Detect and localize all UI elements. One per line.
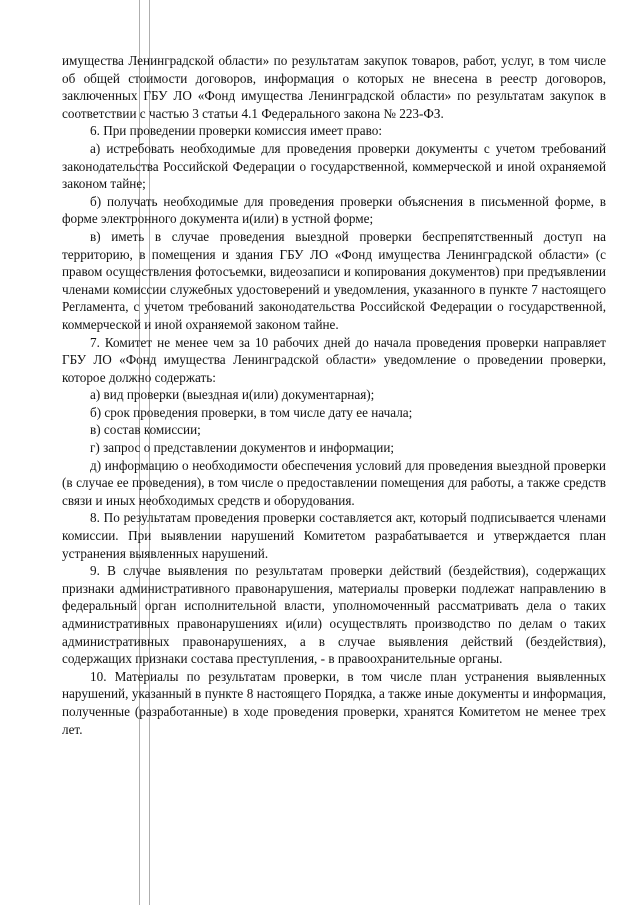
paragraph-9: 9. В случае выявления по результатам проверки действий (бездействия), содержащих признаки административного правонарушения, материалы проверки подлежат направлению в федеральный орган исполнительной власти, уполномоченный рассматривать дела о таких административных правонарушениях и(или) осуществлять производство по делам о таких административных правонарушениях, а в случае выявления действий (бездействия), содержащих признаки состава преступления, - в правоохранительные органы. bbox=[62, 563, 606, 667]
paragraph-7d: д) информацию о необходимости обеспечения условий для проведения выездной проверки (в случае ее проведения), в том числе о предоставлении помещения для работы, а также средств связи и иных необходимых средств и оборудования. bbox=[62, 457, 606, 508]
paragraph-6b: б) получать необходимые для проведения проверки объяснения в письменной форме, в форме электронного документа и(или) в устной форме; bbox=[62, 193, 606, 227]
document-page bbox=[62, 52, 606, 738]
paragraph-7v: в) состав комиссии; bbox=[90, 422, 201, 438]
paragraph-10: 10. Материалы по результатам проверки, в том числе план устранения выявленных нарушений, указанный в пункте 8 настоящего Порядка, а также иные документы и информация, полученные (разработанные) в ходе проведения проверки, хранятся Комитетом не менее трех лет. bbox=[62, 668, 606, 737]
paragraph-6a: а) истребовать необходимые для проведения проверки документы с учетом требований законодательства Российской Федерации о государственной, коммерческой и иной охраняемой законом тайне; bbox=[62, 140, 606, 192]
paragraph-7a: а) вид проверки (выездная и(или) документарная); bbox=[90, 387, 375, 403]
paragraph-7g: г) запрос о представлении документов и информации; bbox=[90, 440, 395, 456]
paragraph-6v: в) иметь в случае проведения выездной проверки беспрепятственный доступ на территорию, в помещения и здания ГБУ ЛО «Фонд имущества Ленинградской области» (с правом осуществления фотосъемки, видеозаписи и копирования документов) при предъявлении членами комиссии служебных удостоверений и уведомления, указанного в пункте 7 настоящего Регламента, с учетом требований законодательства Российской Федерации о государственной, коммерческой и иной охраняемой законом тайне. bbox=[62, 228, 606, 332]
paragraph-6-intro: 6. При проведении проверки комиссия имеет право: bbox=[90, 123, 383, 139]
paragraph-continuation: имущества Ленинградской области» по результатам закупок товаров, работ, услуг, в том числе об общей стоимости договоров, информация о которых не внесена в реестр договоров, заключенных ГБУ ЛО «Фонд имущества Ленинградской области» по результатам закупок в соответствии с частью 3 статьи 4.1 Федерального закона № 223-ФЗ. bbox=[62, 53, 606, 121]
paragraph-7b: б) срок проведения проверки, в том числе дату ее начала; bbox=[90, 404, 413, 420]
paragraph-8: 8. По результатам проведения проверки составляется акт, который подписывается членами комиссии. При выявлении нарушений Комитетом разрабатывается и утверждается план устранения выявленных нарушений. bbox=[62, 510, 606, 561]
paragraph-7-intro: 7. Комитет не менее чем за 10 рабочих дней до начала проведения проверки направляет ГБУ ЛО «Фонд имущества Ленинградской области» уведомление о проведении проверки, которое должно содержать: bbox=[62, 334, 606, 385]
